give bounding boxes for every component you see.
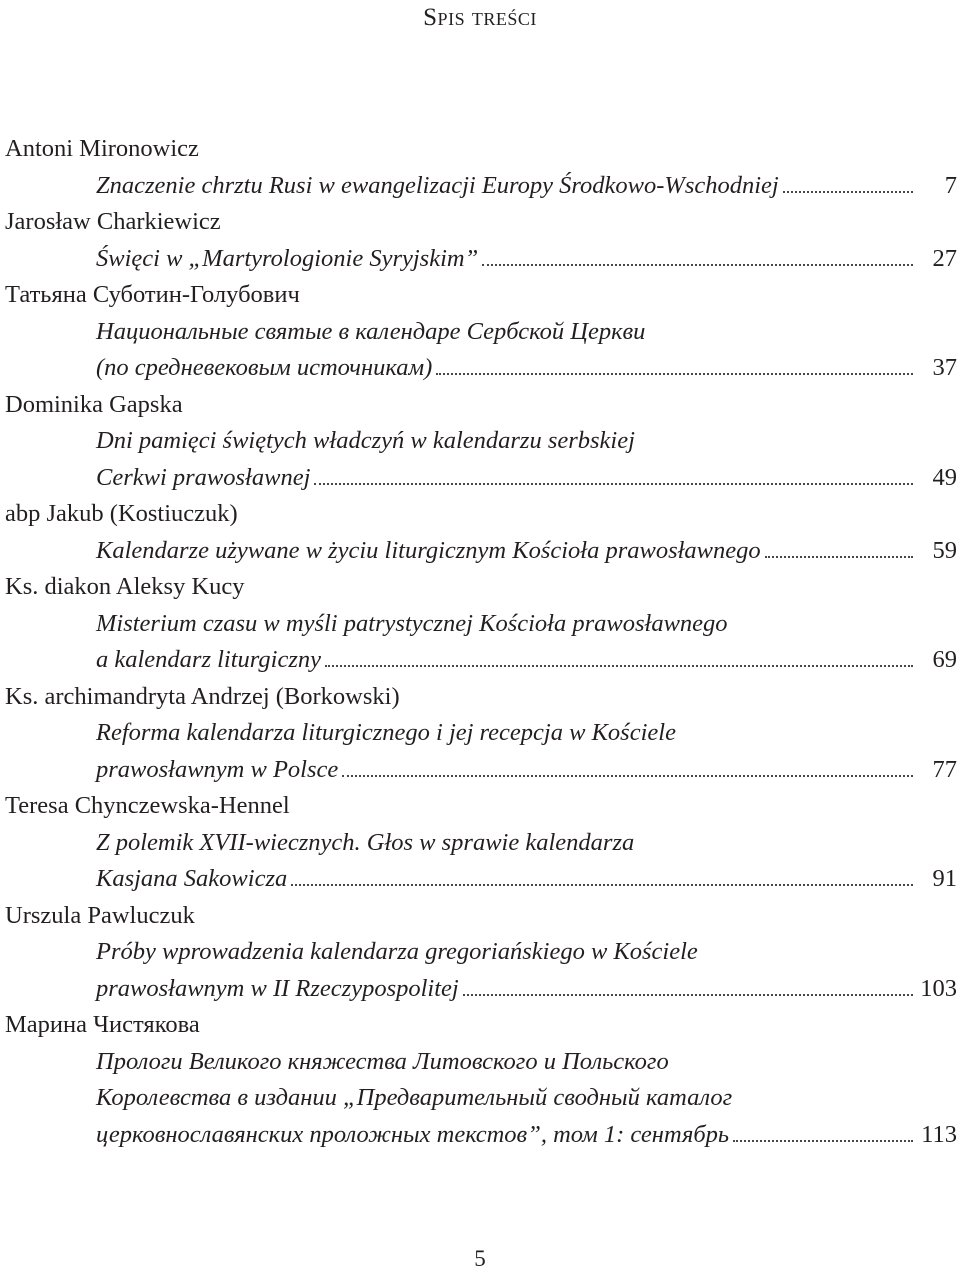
- toc-entry: [5, 788, 957, 898]
- entry-title-line: (по средневековым источникам): [96, 354, 433, 381]
- toc-entry: [5, 569, 957, 679]
- entry-author: Татьяна Суботин-Голубович: [5, 281, 300, 308]
- toc-entry: [5, 131, 957, 204]
- entry-author: Dominika Gapska: [5, 390, 183, 418]
- entry-author: Teresa Chynczewska-Hennel: [5, 792, 290, 819]
- entry-page-number: 91: [932, 865, 957, 892]
- entry-page-number: 69: [932, 646, 957, 673]
- entry-title-line: Z polemik XVII-wiecznych. Głos w sprawie kalendarza: [96, 828, 635, 856]
- page-number: 5: [474, 1246, 486, 1271]
- entry-title-line: Kalendarze używane w życiu liturgicznym Kościoła prawosławnego: [96, 536, 761, 564]
- entry-title-line: Прологи Великого княжества Литовского и Польского: [96, 1047, 669, 1075]
- entry-title-final-line: [5, 861, 957, 898]
- entry-title-line: Национальные святые в календаре Сербской Церкви: [96, 317, 646, 345]
- dot-leader: [733, 1134, 913, 1142]
- entry-title-line: Reforma kalendarza liturgicznego i jej recepcja w Kościele: [96, 719, 676, 746]
- entry-title-final-line: [5, 971, 957, 1008]
- entry-title-final-line: [5, 241, 957, 278]
- toc-entry: [5, 898, 957, 1008]
- entry-author: abp Jakub (Kostiuczuk): [5, 500, 238, 527]
- page-heading: Spis treści: [423, 4, 537, 31]
- entry-page-number: 37: [932, 354, 957, 381]
- entry-title-final-line: [5, 350, 957, 387]
- entry-author: Марина Чистякова: [5, 1011, 200, 1038]
- table-of-contents: [5, 131, 957, 1153]
- entry-author: Ks. diakon Aleksy Kucy: [5, 573, 245, 600]
- entry-title-line: Znaczenie chrztu Rusi w ewangelizacji Europy Środkowo-Wschodniej: [96, 171, 779, 199]
- entry-page-number: 27: [932, 244, 957, 272]
- entry-title-line: Próby wprowadzenia kalendarza gregoriańskiego w Kościele: [96, 938, 698, 965]
- dot-leader: [342, 769, 913, 777]
- entry-page-number: 49: [932, 463, 957, 491]
- entry-page-number: 113: [921, 1120, 957, 1148]
- entry-title-final-line: [5, 642, 957, 679]
- dot-leader: [463, 988, 913, 996]
- entry-title-line: prawosławnym w II Rzeczypospolitej: [96, 974, 459, 1002]
- toc-entry: [5, 277, 957, 387]
- entry-title-line: Королевства в издании „Предварительный сводный каталог: [96, 1084, 733, 1111]
- entry-page-number: 59: [932, 536, 957, 564]
- toc-entry: [5, 387, 957, 497]
- entry-title-final-line: [5, 533, 957, 570]
- entry-author: Ks. archimandryta Andrzej (Borkowski): [5, 682, 400, 710]
- entry-title-final-line: [5, 752, 957, 789]
- entry-title-line: Dni pamięci świętych władczyń w kalendarzu serbskiej: [96, 427, 635, 454]
- entry-title-line: prawosławnym w Polsce: [96, 755, 339, 783]
- entry-title-line: Kasjana Sakowicza: [96, 865, 288, 892]
- entry-title-final-line: [5, 168, 957, 205]
- entry-author: Jarosław Charkiewicz: [5, 208, 221, 235]
- dot-leader: [314, 477, 913, 485]
- dot-leader: [765, 550, 913, 558]
- dot-leader: [291, 878, 913, 886]
- toc-entry: [5, 204, 957, 277]
- toc-entry: [5, 1007, 957, 1153]
- entry-title-final-line: [5, 460, 957, 497]
- entry-author: Antoni Mironowicz: [5, 135, 199, 162]
- entry-title-line: Cerkwi prawosławnej: [96, 463, 311, 491]
- toc-entry: [5, 679, 957, 789]
- entry-title-line: a kalendarz liturgiczny: [96, 646, 322, 673]
- toc-entry: [5, 496, 957, 569]
- entry-title-line: Święci w „Martyrologionie Syryjskim”: [96, 244, 479, 272]
- entry-page-number: 7: [944, 171, 957, 199]
- dot-leader: [436, 367, 913, 375]
- entry-title-final-line: [5, 1117, 957, 1154]
- entry-author: Urszula Pawluczuk: [5, 901, 195, 929]
- dot-leader: [783, 185, 913, 193]
- entry-title-line: Misterium czasu w myśli patrystycznej Kościoła prawosławnego: [96, 609, 728, 637]
- entry-page-number: 77: [932, 755, 957, 783]
- entry-title-line: церковнославянских проложных текстов”, том 1: сентябрь: [96, 1120, 730, 1148]
- entry-page-number: 103: [920, 974, 957, 1002]
- dot-leader: [325, 659, 913, 667]
- dot-leader: [482, 258, 913, 266]
